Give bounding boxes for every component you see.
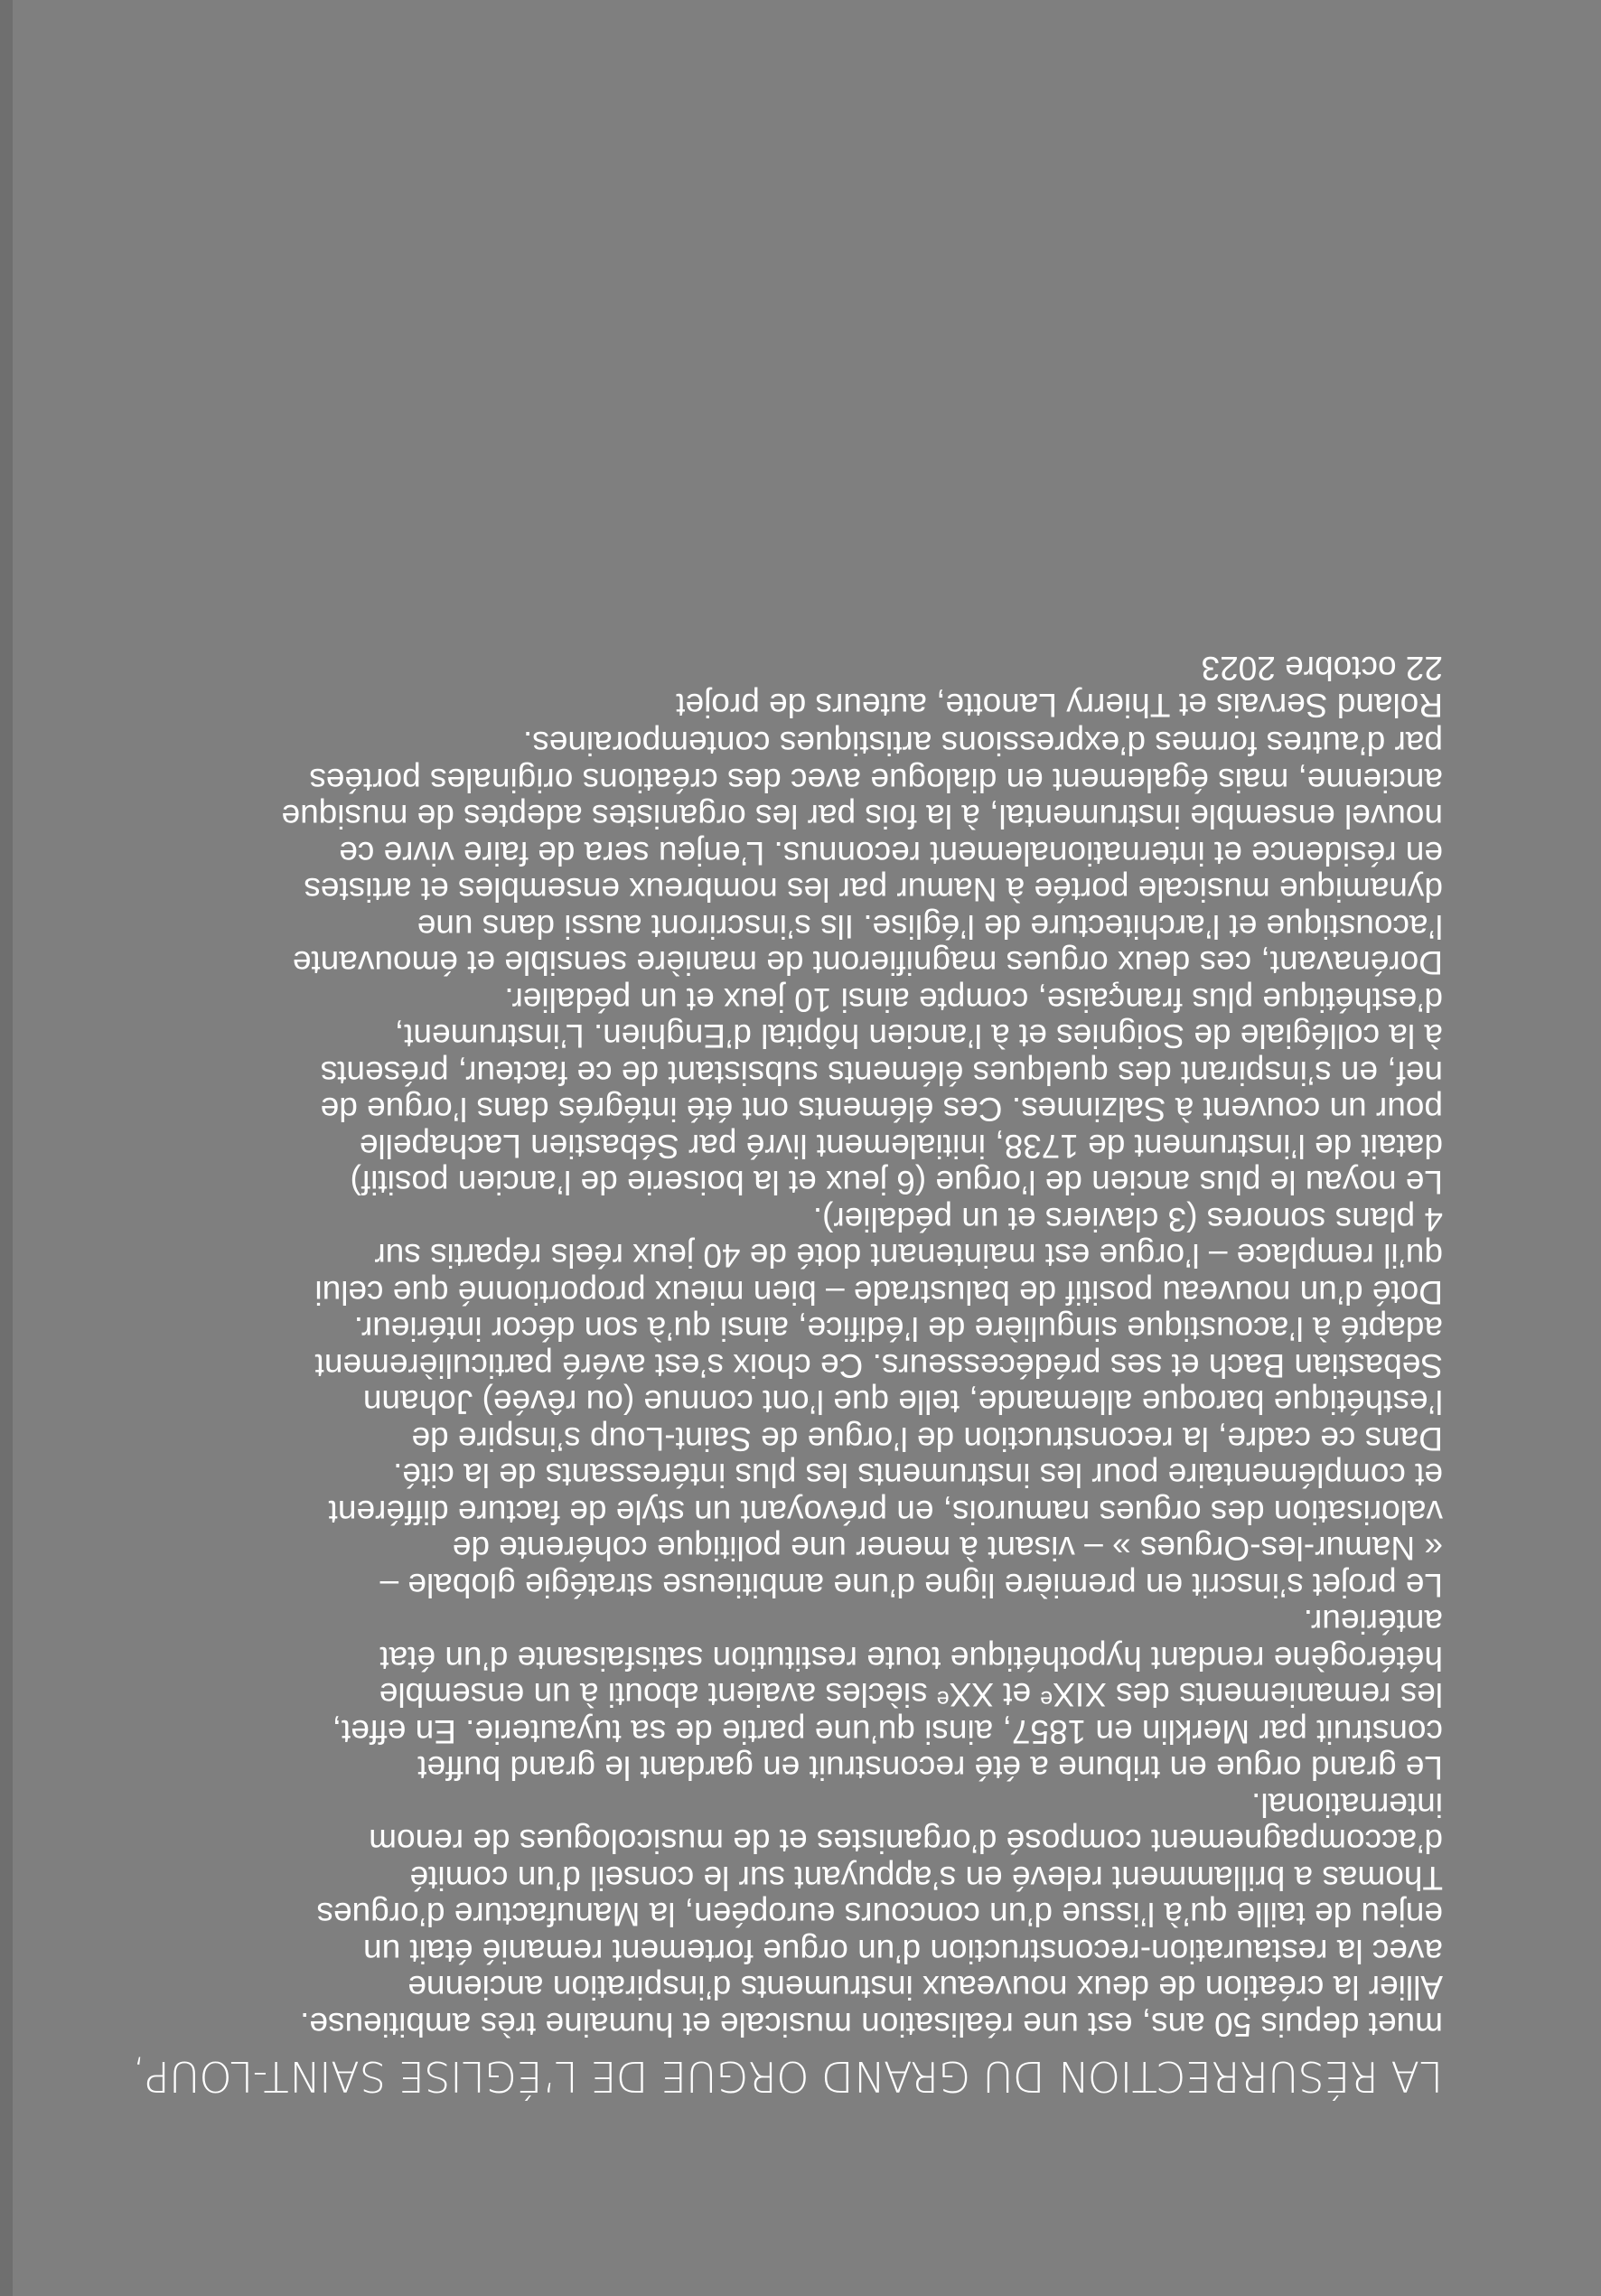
document-title: LA RÉSURRECTION DU GRAND ORGUE DE L’ÉGLISE SAINT-LOUP, bbox=[132, 2052, 1443, 2101]
text-line: Le grand orgue en tribune a été reconstruit en gardant le grand buffet bbox=[417, 1749, 1443, 1787]
text-line: avec la restauration-reconstruction d’un orgue fortement remanié était un bbox=[363, 1933, 1443, 1970]
text-line: adapté à l’acoustique singulière de l’édifice, ainsi qu’à son décor intérieur. bbox=[353, 1310, 1443, 1348]
text-line: nef, en s’inspirant des quelques éléments subsistant de ce facteur, présents bbox=[320, 1054, 1443, 1092]
text-line: Dorénavant, ces deux orgues magnifieront de manière sensible et émouvante bbox=[292, 944, 1443, 982]
text-line: qu’il remplace – l’orgue est maintenant doté de 40 jeux réels répartis sur bbox=[374, 1237, 1443, 1275]
text-line: Dans ce cadre, la reconstruction de l’orgue de Saint-Loup s’inspire de bbox=[411, 1420, 1443, 1457]
text-line: Allier la création de deux nouveaux instruments d’inspiration ancienne bbox=[407, 1969, 1443, 2007]
text-line: l’acoustique et l’architecture de l’église. Ils s’inscriront aussi dans une bbox=[417, 908, 1443, 945]
text-line: Sebastian Bach et ses prédécesseurs. Ce choix s’est avéré particulièrement bbox=[314, 1347, 1443, 1384]
text-line: « Namur-les-Orgues » – visant à mener une politique cohérente de bbox=[452, 1530, 1443, 1568]
text-line: datait de l’instrument de 1738, initialement livré par Sébastien Lachapelle bbox=[359, 1128, 1443, 1165]
signature-date: 22 octobre 2023 bbox=[1201, 650, 1443, 688]
text-line: à la collégiale de Soignies et à l’ancien hôpital d’Enghien. L’instrument, bbox=[394, 1017, 1443, 1055]
text-line: nouvel ensemble instrumental, à la fois par les organistes adeptes de musique bbox=[281, 798, 1443, 836]
text-line: Le noyau le plus ancien de l’orgue (6 jeux et la boiserie de l’ancien positif) bbox=[350, 1164, 1443, 1202]
text-line: hétérogène rendant hypothétique toute restitution satisfaisante d’un état bbox=[379, 1640, 1443, 1677]
paragraph-dorenavant bbox=[110, 725, 1443, 981]
signature-block bbox=[110, 650, 1443, 723]
text-line: Thomas a brillamment relevé en s’appuyant sur le conseil d’un comité bbox=[409, 1860, 1443, 1897]
text-line: l’esthétique baroque allemande, telle que l’ont connue (ou rêvée) Johann bbox=[362, 1383, 1443, 1421]
paragraph-intro bbox=[110, 1786, 1443, 2043]
text-line: et complémentaire pour les instruments les plus intéressants de la cité. bbox=[393, 1457, 1443, 1495]
signature-authors: Roland Servais et Thierry Lanotte, auteurs de projet bbox=[676, 687, 1443, 724]
text-line: 4 plans sonores (3 claviers et un pédalier). bbox=[812, 1201, 1443, 1238]
text-line: pour un couvent à Salzinnes. Ces éléments ont été intégrés dans l’orgue de bbox=[320, 1091, 1443, 1129]
document-body bbox=[110, 650, 1443, 2102]
paragraph-noyau bbox=[110, 981, 1443, 1201]
text-line: d’esthétique plus française, compte ainsi 10 jeux et un pédalier. bbox=[504, 981, 1443, 1018]
text-line: ancienne, mais également en dialogue avec des créations originales portées bbox=[309, 762, 1443, 799]
text-line: Le projet s’inscrit en première ligne d’une ambitieuse stratégie globale – bbox=[379, 1567, 1443, 1604]
text-line: par d’autres formes d’expressions artistiques contemporaines. bbox=[523, 725, 1443, 763]
text-line: valorisation des orgues namurois, en prévoyant un style de facture différent bbox=[328, 1494, 1443, 1531]
text-line: international. bbox=[1251, 1786, 1443, 1823]
text-line: Doté d’un nouveau positif de balustrade – bien mieux proportionné que celui bbox=[314, 1274, 1443, 1311]
text-line: en résidence et internationalement reconnus. L’enjeu sera de faire vivre ce bbox=[339, 835, 1443, 872]
text-line: enjeu de taille qu’à l’issue d’un concours européen, la Manufacture d’orgues bbox=[316, 1896, 1443, 1934]
text-line: antérieur. bbox=[1303, 1603, 1443, 1641]
text-line: dynamique musicale portée à Namur par les nombreux ensembles et artistes bbox=[304, 871, 1443, 909]
text-line: les remaniements des XIXᵉ et XXᵉ siècles avaient abouti à un ensemble bbox=[379, 1676, 1443, 1714]
text-line: muet depuis 50 ans, est une réalisation musicale et humaine très ambitieuse. bbox=[300, 2006, 1443, 2043]
text-line: construit par Merklin en 1857, ainsi qu’une partie de sa tuyauterie. En effet, bbox=[332, 1713, 1443, 1750]
paragraph-projet bbox=[110, 1201, 1443, 1604]
paragraph-grand-orgue bbox=[110, 1603, 1443, 1786]
text-line: d’accompagnement composé d’organistes et de musicologues de renom bbox=[369, 1823, 1443, 1860]
